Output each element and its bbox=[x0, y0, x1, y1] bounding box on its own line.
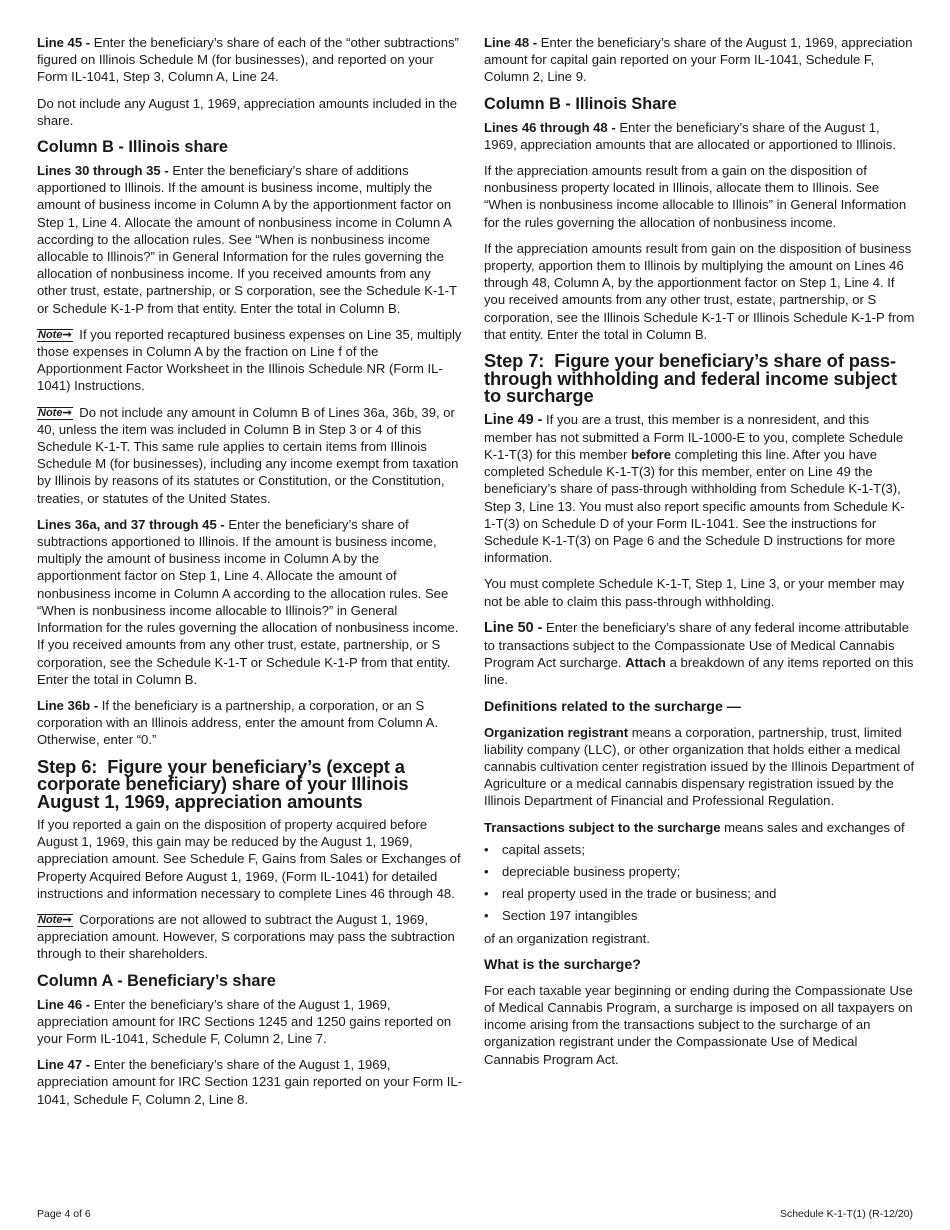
line-50-paragraph: Line 50 - Enter the beneficiary’s share of any federal income attributable to transactions subject to the Compassionate Use of Medical Cannabis Program Act surcharge. Attach a breakdown of any items reported on this line. bbox=[484, 619, 914, 688]
column-b-illinois-share-heading: Column B - Illinois Share bbox=[484, 94, 677, 113]
step-7-heading: Step 7: Figure your beneficiary’s share of pass-through withholding and federal income subject to surcharge bbox=[484, 350, 897, 407]
note-recaptured-expenses: Note➞ If you reported recaptured business expenses on Line 35, multiply those expenses in Column A by the fraction on Line f of the Apportionment Factor Worksheet in the Illinois Schedule NR (Form IL-1041) Instructions. bbox=[37, 326, 462, 394]
line-48-paragraph: Line 48 - Enter the beneficiary’s share of the August 1, 1969, appreciation amount for capital gain reported on your Form IL-1041, Schedule F, Column 2, Line 9. bbox=[484, 35, 913, 85]
line-45-paragraph: Line 45 - Enter the beneficiary’s share of each of the “other subtractions” figured on Illinois Schedule M (for businesses), and reported on your Form IL-1041, Step 3, Column A, Line 24. bbox=[37, 35, 459, 85]
page-number: Page 4 of 6 bbox=[37, 1208, 91, 1220]
note-icon: Note➞ bbox=[38, 406, 72, 419]
step-6-paragraph: If you reported a gain on the disposition of property acquired before August 1, 1969, this gain may be reduced by the August 1, 1969, appreciation amount. See Schedule F, Gains from Sales or Exchanges of Property Acquired Before August 1, 1969, (Form IL-1041) for detailed instructions and information necessary to complete Lines 46 through 48. bbox=[37, 817, 461, 901]
line-47-paragraph: Line 47 - Enter the beneficiary’s share of the August 1, 1969, appreciation amount for IRC Section 1231 gain reported on your Form IL-1041, Schedule F, Column 2, Line 8. bbox=[37, 1057, 463, 1107]
lines-46-48-paragraph: Lines 46 through 48 - Enter the beneficiary’s share of the August 1, 1969, appreciation amounts that are allocated or apportioned to Illinois. bbox=[484, 119, 896, 152]
no-include-paragraph: Do not include any August 1, 1969, appreciation amounts included in the share. bbox=[37, 95, 458, 128]
nonbusiness-property-paragraph: If the appreciation amounts result from a gain on the disposition of nonbusiness property located in Illinois, allocate them to Illinois. See “When is nonbusiness income allocable to Illinois” in General Information for the rules governing the allocation of nonbusiness income. bbox=[484, 163, 907, 230]
what-is-surcharge-heading: What is the surcharge? bbox=[484, 956, 641, 973]
lines-30-35-paragraph: Lines 30 through 35 - Enter the beneficiary’s share of additions apportioned to Illinois. If the amount is business income, multiply the amount of business income in Column A by the apportionment factor on Step 1, Line 4. Allocate the amount of nonbusiness income in Column A according to the allocation rules. See “When is nonbusiness income allocable to Illinois?” in General Information for the rules governing the allocation of nonbusiness income. If you received amounts from any other trust, estate, partnership, or S corporation, see the Schedule K-1-T or Schedule K-1-P from that entity. Enter the total in Column B. bbox=[37, 163, 457, 316]
step-6-heading: Step 6: Figure your beneficiary’s (except a corporate beneficiary) share of your Illinois August 1, 1969, appreciation amounts bbox=[37, 755, 409, 812]
line-46-paragraph: Line 46 - Enter the beneficiary’s share of the August 1, 1969, appreciation amount for IRC Sections 1245 and 1250 gains reported on your Form IL-1041, Schedule F, Column 2, Line 7. bbox=[37, 996, 452, 1047]
note-corporations: Note➞ Corporations are not allowed to subtract the August 1, 1969, appreciation amount. However, S corporations may pass the subtraction through to their shareholders. bbox=[37, 912, 455, 962]
business-property-paragraph: If the appreciation amounts result from gain on the disposition of business property, apportion them to Illinois by multiplying the amount on Lines 46 through 48, Column A, by the apportionment factor on Step 1, Line 4. If you received amounts from any other trust, estate, partnership, or S corporation, see the Illinois Schedule K-1-T or Illinois Schedule K-1-P from that entity. Enter the total in Column B. bbox=[484, 240, 915, 342]
transactions-paragraph: Transactions subject to the surcharge means sales and exchanges of bbox=[484, 819, 905, 835]
note-icon: Note➞ bbox=[38, 914, 72, 927]
transactions-list bbox=[484, 841, 916, 925]
of-organization-paragraph: of an organization registrant. bbox=[484, 930, 650, 946]
column-a-heading: Column A - Beneficiary’s share bbox=[37, 971, 276, 990]
list-item: • real property used in the trade or business; and bbox=[484, 886, 777, 902]
note-icon: Note➞ bbox=[38, 328, 72, 341]
note-column-b-rule: Note➞ Do not include any amount in Column B of Lines 36a, 36b, 39, or 40, unless the item was included in Column B in Step 3 or 4 of this Schedule K-1-T. This same rule applies to certain items from Illinois Schedule M (for businesses), including any income exempt from taxation by Illinois by reasons of its statutes or Constitution, or the Constitution, treaties, or statutes of the United States. bbox=[37, 404, 459, 506]
right-column bbox=[484, 34, 916, 1077]
what-is-surcharge-paragraph: For each taxable year beginning or ending during the Compassionate Use of Medical Cannabis Program, a surcharge is imposed on all taxpayers on income arising from the transactions subject to the surcharge of an organization registrant under the Compassionate Use of Medical Cannabis Program Act. bbox=[484, 982, 913, 1067]
organization-registrant-paragraph: Organization registrant means a corporation, partnership, trust, limited liability company (LLC), or other organization that holds either a medical cannabis cultivation center registration issued by the Illinois Department of Agriculture or a medical cannabis dispensary registration issued by the Illinois Department of Financial and Professional Regulation. bbox=[484, 724, 915, 809]
column-b-heading: Column B - Illinois share bbox=[37, 138, 228, 157]
lines-36a-45-paragraph: Lines 36a, and 37 through 45 - Enter the beneficiary’s share of subtractions apportioned to Illinois. If the amount is business income, multiply the amount of business income in Column A by the apportionment factor on Step 1, Line 4. Allocate the amount of nonbusiness income in Column A according to the allocation rules. See “When is nonbusiness income allocable to Illinois?” in General Information for the rules governing the allocation of nonbusiness income. If you received amounts from any other trust, estate, partnership, or S corporation, see the Schedule K-1-T or Schedule K-1-P from that entity. Enter the total in Column B. bbox=[37, 516, 459, 687]
definitions-heading: Definitions related to the surcharge — bbox=[484, 698, 741, 715]
left-column bbox=[37, 34, 464, 1117]
line-36b-paragraph: Line 36b - If the beneficiary is a partnership, a corporation, or an S corporation with an Illinois address, enter the amount from Column A. Otherwise, enter “0.” bbox=[37, 697, 439, 748]
form-identifier: Schedule K-1-T(1) (R-12/20) bbox=[779, 1208, 913, 1220]
must-complete-paragraph: You must complete Schedule K-1-T, Step 1, Line 3, or your member may not be able to claim this pass-through withholding. bbox=[484, 576, 905, 609]
list-item: • capital assets; bbox=[484, 841, 585, 857]
list-item: • Section 197 intangibles bbox=[484, 908, 638, 924]
list-item: • depreciable business property; bbox=[484, 864, 681, 880]
line-49-paragraph: Line 49 - If you are a trust, this member is a nonresident, and this member has not submitted a Form IL-1000-E to you, complete Schedule K-1-T(3) for this member before completing this line. After you have completed Schedule K-1-T(3) for this member, enter on Line 49 the beneficiary’s share of pass-through withholding from Schedule K-1-T(3), Step 3, Line 13. You must also report specific amounts from Schedule K-1-T(3) on Schedule D of your Form IL-1041. See the instructions for Schedule K-1-T(3) on Page 6 and the Schedule D instructions for more information. bbox=[484, 411, 905, 566]
